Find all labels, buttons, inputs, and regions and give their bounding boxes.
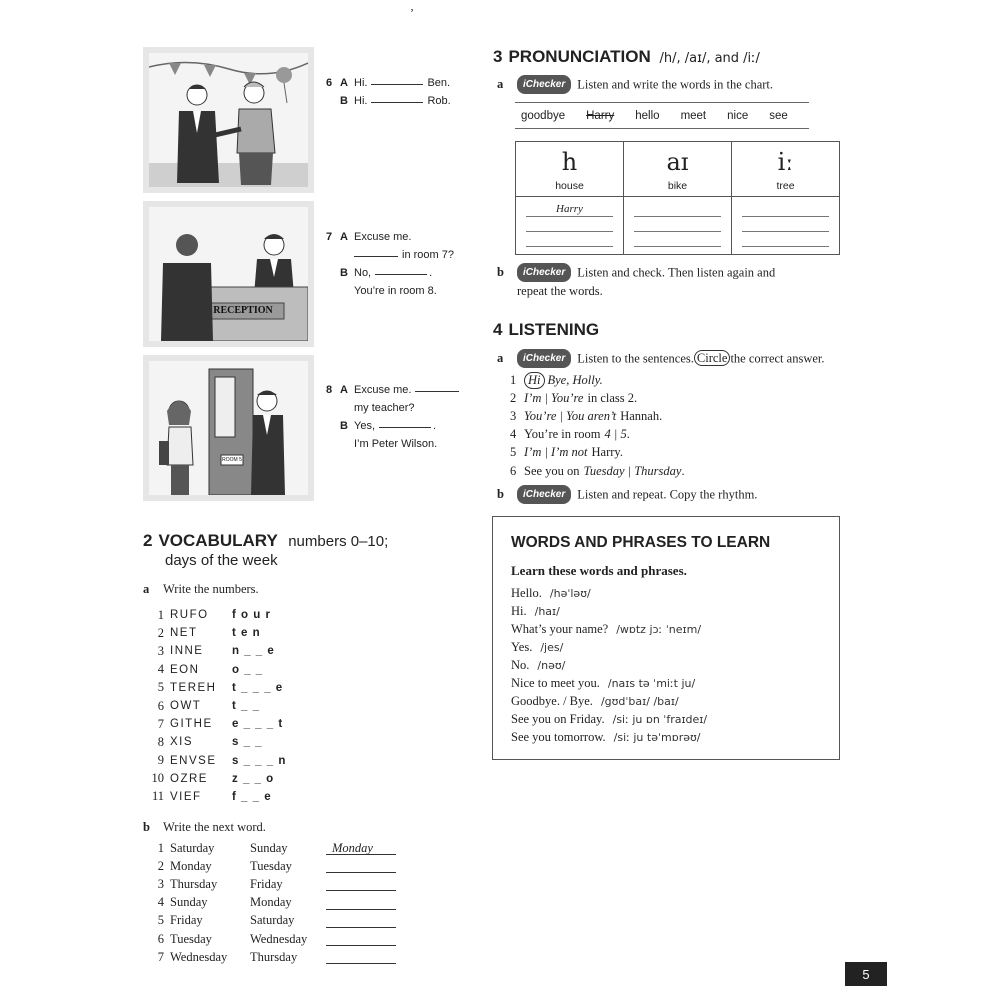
number-item — [146, 642, 286, 660]
phrase-ipa: /naɪs tə ˈmiːt ju/ — [607, 677, 696, 691]
item-number: 4 — [157, 895, 164, 910]
answer-options[interactable]: 4 | 5 — [604, 427, 627, 442]
answer-line[interactable] — [326, 950, 396, 964]
listening-item — [510, 426, 685, 444]
sound-label: bike — [667, 180, 688, 192]
phrase-ipa: /wɒtz jɔː ˈneɪm/ — [616, 622, 702, 636]
dialogue-text: Excuse me. — [354, 231, 412, 243]
chart-answer-line[interactable] — [526, 233, 613, 247]
dialogue-text: Ben. — [427, 77, 451, 89]
item-number: 1 — [157, 840, 164, 855]
chart-answers — [624, 197, 731, 254]
number-item — [146, 679, 286, 697]
day-word: Sunday — [170, 895, 208, 910]
chart-column — [731, 142, 839, 254]
phrase-text: Yes. — [511, 639, 533, 654]
phrase-text: Goodbye. / Bye. — [511, 694, 593, 709]
dialogue-7 — [326, 228, 476, 300]
item-number: 10 — [151, 771, 164, 786]
dialogue-text: my teacher? — [354, 402, 415, 414]
word-bank — [515, 102, 809, 129]
chart-answer-line[interactable]: Harry — [526, 203, 613, 217]
day-item — [146, 912, 396, 930]
day-word: Thursday — [250, 949, 298, 964]
task-letter: a — [143, 582, 150, 596]
pron-task-a — [497, 76, 773, 95]
dialogue-number: 8 — [326, 384, 333, 396]
dialogue-number: 6 — [326, 77, 333, 89]
day-word: Saturday — [250, 913, 295, 928]
phrase-item — [511, 729, 707, 747]
answer-options[interactable]: I’m | You’re — [524, 390, 584, 405]
section-title: VOCABULARY — [158, 531, 278, 550]
task-instruction: Listen and repeat. Copy the rhythm. — [577, 487, 758, 502]
scrambled-word: OZRE — [170, 772, 208, 785]
day-item — [146, 894, 396, 912]
chart-column — [623, 142, 731, 254]
item-number: 5 — [157, 913, 164, 928]
section-subtitle: numbers 0–10; — [288, 533, 389, 550]
scrambled-word: ENVSE — [170, 754, 217, 767]
section-title: LISTENING — [508, 320, 600, 339]
dialogue-text: Rob. — [427, 95, 451, 107]
day-word: Monday — [250, 895, 292, 910]
item-number: 4 — [510, 427, 517, 442]
task-instruction-cont: repeat the words. — [517, 284, 603, 298]
pron-task-b — [497, 264, 827, 300]
phrase-text: Hello. — [511, 585, 542, 600]
illustration-reception — [143, 201, 314, 347]
phrase-ipa: /həˈləʊ/ — [549, 586, 591, 600]
chart-answer-line[interactable] — [634, 218, 721, 232]
item-number: 2 — [157, 858, 164, 873]
chart-answers — [516, 197, 623, 254]
number-item — [146, 661, 286, 679]
sentence-text: See you on — [524, 463, 580, 478]
answer-blank[interactable] — [354, 246, 398, 257]
number-item — [146, 715, 286, 733]
sentence-text: Hannah. — [620, 408, 663, 423]
phrase-item — [511, 656, 707, 674]
speaker: B — [340, 420, 348, 432]
section-title: PRONUNCIATION — [508, 47, 651, 66]
number-item — [146, 606, 286, 624]
number-item — [146, 788, 286, 806]
scrambled-word: OWT — [170, 700, 202, 713]
answer-line[interactable]: Monday — [326, 841, 396, 855]
item-number: 2 — [157, 625, 164, 640]
number-item — [146, 733, 286, 751]
chart-header — [732, 142, 839, 197]
chart-header — [516, 142, 623, 197]
item-number: 3 — [157, 876, 164, 891]
pronunciation-heading — [493, 47, 760, 67]
answer-word[interactable]: n _ _ e — [232, 645, 275, 658]
dialogue-text: Hi. — [354, 77, 368, 89]
chart-answer-line[interactable] — [634, 233, 721, 247]
section-number: 2 — [143, 531, 153, 550]
scrambled-word: TEREH — [170, 681, 217, 694]
task-letter: a — [497, 77, 504, 92]
section-number: 3 — [493, 47, 503, 66]
answer-word[interactable]: f _ _ e — [232, 790, 272, 803]
chart-answer-line[interactable] — [742, 203, 829, 217]
dialogue-text: Yes, — [354, 420, 376, 432]
phrase-text: Nice to meet you. — [511, 676, 600, 691]
vocab-task-b — [143, 819, 266, 836]
box-subtitle: Learn these words and phrases. — [511, 563, 687, 578]
day-word: Saturday — [170, 840, 215, 855]
page-number: 5 — [845, 962, 887, 986]
vocab-task-a — [143, 581, 259, 598]
section-subtitle-line2: days of the week — [165, 552, 278, 569]
sound-label: tree — [776, 180, 795, 192]
listen-task-a — [497, 350, 825, 369]
scrambled-word: INNE — [170, 645, 204, 658]
answer-options[interactable]: Tuesday | Thursday — [583, 463, 682, 478]
door-sign: ROOM 5 — [222, 457, 242, 463]
chart-header — [624, 142, 731, 197]
circle-word: Circle — [694, 350, 731, 366]
phrase-ipa: /siː ju ɒn ˈfraɪdeɪ/ — [612, 713, 708, 727]
speaker: A — [340, 231, 348, 243]
item-number: 11 — [151, 789, 164, 804]
illustration-handshake — [143, 47, 314, 193]
task-letter: b — [143, 820, 150, 834]
listen-task-b — [497, 486, 757, 505]
day-word: Tuesday — [170, 931, 212, 946]
sentence-text: You’re in room — [524, 427, 601, 442]
numbers-list — [146, 606, 286, 806]
answer-word[interactable]: s _ _ — [232, 736, 263, 749]
answer-word[interactable]: o _ _ — [232, 663, 264, 676]
section-number: 4 — [493, 320, 503, 339]
phrase-text: What’s your name? — [511, 621, 609, 636]
day-item — [146, 839, 396, 857]
phrase-text: See you on Friday. — [511, 712, 605, 727]
chart-answer-line[interactable] — [526, 218, 613, 232]
item-number: 2 — [510, 390, 517, 405]
answer-options[interactable]: I’m | I’m not — [524, 445, 588, 460]
item-number: 6 — [157, 698, 164, 713]
item-number: 7 — [157, 949, 164, 964]
listening-items — [510, 371, 685, 480]
dialogue-text: . — [429, 267, 433, 279]
listening-item — [510, 462, 685, 480]
listening-heading — [493, 320, 599, 340]
answer-word[interactable]: t _ _ — [232, 700, 261, 713]
phrase-item — [511, 674, 707, 692]
dialogue-text: . — [433, 420, 437, 432]
scrambled-word: GITHE — [170, 718, 213, 731]
phrase-item — [511, 711, 707, 729]
sentence-text: . — [626, 427, 630, 442]
day-word: Wednesday — [250, 931, 308, 946]
chart-answer-line[interactable] — [634, 203, 721, 217]
phrase-ipa: /nəʊ/ — [537, 658, 566, 672]
word-bank-item: goodbye — [521, 109, 566, 122]
day-item — [146, 930, 396, 948]
ichecker-badge[interactable]: iChecker — [517, 263, 571, 282]
item-number: 3 — [510, 408, 517, 423]
answer-word[interactable]: z _ _ o — [232, 772, 275, 785]
dialogue-text: Excuse me. — [354, 384, 412, 396]
item-number: 9 — [157, 753, 164, 768]
listening-item — [510, 371, 685, 389]
item-number: 6 — [157, 931, 164, 946]
ichecker-badge[interactable]: iChecker — [517, 75, 571, 94]
item-number: 4 — [157, 662, 164, 677]
answer-options[interactable]: You’re | You aren’t — [524, 408, 617, 423]
answer-word[interactable]: t e n — [232, 627, 261, 640]
phrase-item — [511, 693, 707, 711]
item-number: 3 — [157, 643, 164, 658]
speaker: B — [340, 95, 348, 107]
phrase-text: Hi. — [511, 603, 527, 618]
pronunciation-chart — [515, 141, 840, 255]
chart-answer-line[interactable] — [742, 233, 829, 247]
words-phrases-box — [492, 516, 840, 760]
listening-item — [510, 389, 685, 407]
scrambled-word: EON — [170, 663, 200, 676]
answer-word[interactable]: f o u r — [232, 609, 271, 622]
phrase-ipa: /haɪ/ — [534, 604, 560, 618]
word-bank-item: see — [769, 109, 788, 122]
task-letter: a — [497, 351, 504, 366]
sentence-text: . — [681, 463, 685, 478]
dialogue-text: You’re in room 8. — [354, 285, 437, 297]
sentence-text: Harry. — [591, 445, 623, 460]
handshake-drawing — [149, 53, 308, 187]
item-number: 1 — [157, 607, 164, 622]
answer-line[interactable] — [326, 859, 396, 873]
ichecker-badge[interactable]: iChecker — [517, 485, 571, 504]
phrase-ipa: /jes/ — [540, 640, 564, 654]
sound-symbol-icon: h — [561, 148, 578, 176]
answer-line[interactable] — [326, 877, 396, 891]
answer-line[interactable] — [326, 896, 396, 910]
day-word: Monday — [170, 858, 212, 873]
chart-answer-line[interactable] — [742, 218, 829, 232]
answer-blank[interactable] — [371, 74, 423, 85]
dialogue-number: 7 — [326, 231, 333, 243]
day-word: Sunday — [250, 840, 288, 855]
word-bank-item: Harry — [586, 109, 615, 122]
dialogue-text: in room 7? — [402, 249, 454, 261]
speaker: B — [340, 267, 348, 279]
scrambled-word: RUFO — [170, 609, 209, 622]
speaker: A — [340, 384, 348, 396]
phrase-item — [511, 584, 707, 602]
door-drawing — [149, 361, 308, 495]
sound-symbol-icon: aɪ — [666, 148, 689, 176]
day-word: Wednesday — [170, 949, 228, 964]
item-number: 6 — [510, 463, 517, 478]
section-subtitle: /h/, /aɪ/, and /iː/ — [659, 51, 760, 66]
box-title: WORDS AND PHRASES TO LEARN — [511, 534, 771, 551]
word-bank-item: nice — [727, 109, 749, 122]
number-item — [146, 752, 286, 770]
day-word: Thursday — [170, 876, 218, 891]
number-item — [146, 624, 286, 642]
phrase-item — [511, 620, 707, 638]
task-instruction: Write the next word. — [163, 820, 266, 834]
task-instruction: Write the numbers. — [163, 582, 259, 596]
illustration-door — [143, 355, 314, 501]
phrase-ipa: /gʊdˈbaɪ/ /baɪ/ — [600, 695, 679, 709]
item-number: 5 — [510, 445, 517, 460]
answer-blank[interactable] — [379, 417, 431, 428]
answer-blank[interactable] — [415, 381, 459, 392]
phrase-item — [511, 638, 707, 656]
ichecker-badge[interactable]: iChecker — [517, 349, 571, 368]
scrambled-word: NET — [170, 627, 198, 640]
listening-item — [510, 444, 685, 462]
task-letter: b — [497, 487, 504, 502]
dialogue-text: Hi. — [354, 95, 368, 107]
sound-label: house — [555, 180, 584, 192]
day-item — [146, 875, 396, 893]
reception-sign: RECEPTION — [213, 305, 273, 316]
item-number: 5 — [157, 680, 164, 695]
answer-word[interactable]: t _ _ _ e — [232, 681, 284, 694]
dialogue-text: No, — [354, 267, 372, 279]
phrase-item — [511, 602, 707, 620]
dialogue-6 — [326, 74, 476, 110]
day-word: Tuesday — [250, 858, 292, 873]
sentence-text: in class 2. — [587, 390, 638, 405]
days-list — [146, 839, 396, 966]
vocabulary-heading — [143, 531, 388, 551]
phrase-text: See you tomorrow. — [511, 730, 606, 745]
number-item — [146, 697, 286, 715]
chart-answers — [732, 197, 839, 254]
phrase-text: No. — [511, 657, 530, 672]
item-number: 1 — [510, 372, 517, 387]
item-number: 8 — [157, 734, 164, 749]
sound-symbol-icon: iː — [777, 148, 794, 176]
day-item — [146, 948, 396, 966]
task-instruction: the correct answer. — [730, 351, 825, 366]
answer-line[interactable] — [326, 932, 396, 946]
answer-word[interactable]: s _ _ _ n — [232, 754, 287, 767]
scrambled-word: VIEF — [170, 790, 202, 803]
word-bank-item: hello — [635, 109, 660, 122]
task-instruction: Listen and write the words in the chart. — [577, 77, 774, 92]
answer-line[interactable] — [326, 914, 396, 928]
top-mark: ʼ — [410, 6, 414, 20]
answer-blank[interactable] — [371, 92, 423, 103]
answer-word[interactable]: e _ _ _ t — [232, 718, 284, 731]
scrambled-word: XIS — [170, 736, 194, 749]
day-word: Friday — [170, 913, 203, 928]
reception-drawing — [149, 207, 308, 341]
answer-blank[interactable] — [375, 264, 427, 275]
phrase-ipa: /siː ju təˈmɒrəʊ/ — [613, 731, 701, 745]
sentence-text: Bye, Holly. — [547, 372, 603, 387]
task-instruction: Listen and check. Then listen again and — [577, 265, 776, 280]
item-number: 7 — [157, 716, 164, 731]
speaker: A — [340, 77, 348, 89]
word-bank-item: meet — [680, 109, 707, 122]
day-word: Friday — [250, 876, 283, 891]
listening-item — [510, 407, 685, 425]
dialogue-8 — [326, 381, 476, 453]
task-instruction: Listen to the sentences. — [577, 351, 694, 366]
task-letter: b — [497, 265, 504, 280]
circled-answer: Hi — [524, 372, 545, 389]
day-item — [146, 857, 396, 875]
dialogue-text: I’m Peter Wilson. — [354, 438, 438, 450]
chart-column — [516, 142, 623, 254]
number-item — [146, 770, 286, 788]
